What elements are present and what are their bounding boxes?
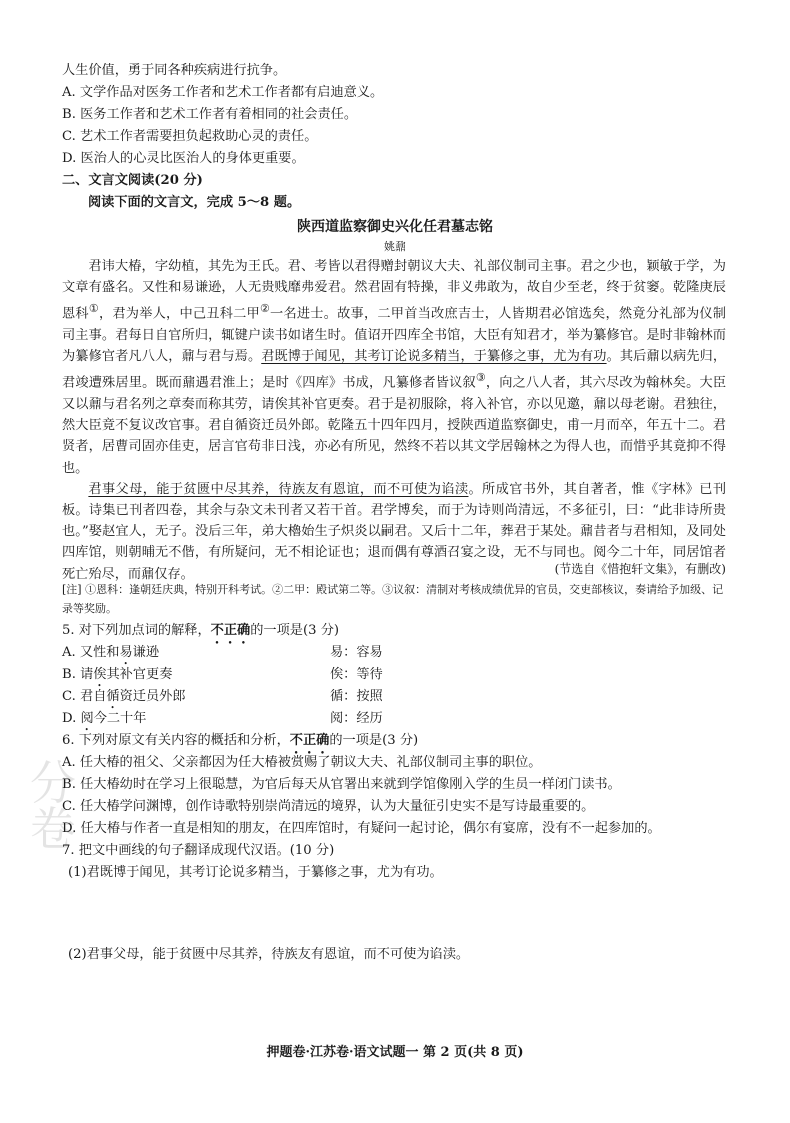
q4-option-a: A. 文学作品对医务工作者和艺术工作者都有启迪意义。 [62,85,384,100]
q6-option-c: C. 任大椿学问渊博，创作诗歌特别崇尚清远的境界，认为大量征引史实不是写诗最重要的。 [62,799,595,814]
passage-author: 姚鼐 [384,240,406,253]
q5-option-c: C. 君自循资迁员外郎 循：按照 [62,689,383,704]
q7-stem: 7. 把文中画线的句子翻译成现代汉语。(10 分) [62,843,335,858]
note-ref-3: ③ [475,371,486,385]
q4-option-b: B. 医务工作者和艺术工作者有着相同的社会责任。 [62,107,358,122]
watermark-stamp: 分 卷 [30,756,76,856]
section-instruction: 阅读下面的文言文，完成 5～8 题。 [88,195,301,210]
q6-option-b: B. 任大椿幼时在学习上很聪慧，为官后每天从官署出来就到学馆像刚入学的生员一样闭门读书。 [62,777,621,792]
passage-title: 陕西道监察御史兴化任君墓志铭 [297,219,493,235]
passage-paragraph-2: 君事父母，能于贫匮中尽其养，待族友有恩谊，而不可使为谄渎。所成官书外，其自著者，惟《字林》已刊板。诗集已刊者四卷，其余与杂文未刊者又若干首。君学博矣，而于为诗则尚清远，不多征引，曰：“此非诗所贵也。”娶赵宜人，无子。没后三年，弟大櫓始生子炽炎以嗣君。又后十二年，葬君于某处。鼐昔者与君相知，及同处四库馆，则朝晡无不偕，有所疑问，无不相论证也；退而偶有尊酒召宴之设，无不与同也。阅今二十年，同居馆者死亡殆尽，而鼐仅存。 [62,481,727,582]
passage-body [62,256,726,585]
note-ref-1: ① [88,302,99,316]
q7-sentence-2: (2)君事父母，能于贫匮中尽其养，待族友有恩谊，而不可使为谄渎。 [68,947,470,962]
section-heading: 二、文言文阅读(20 分) [62,173,203,188]
q5-option-b: B. 请俟其补官更奏 俟：等待 [62,667,383,682]
passage-paragraph-1: 君讳大椿，字幼植，其先为王氏。君、考皆以君得赠封朝议大夫、礼部仪制司主事。君之少也，颖敏于学，为文章有盛名。又性和易谦逊，人无贵贱靡弗爱君。然君固有特操，非义弗敢为，故自少至老，终于贫窭。乾隆庚辰恩科①，君为举人，中己丑科二甲②一名进士。故事，二甲首当改庶吉士，人皆期君必馆选矣，然竟分礼部为仪制司主事。君每日自官所归，辄键户读书如诸生时。值诏开四库全书馆，大臣有知君才，举为纂修官。是时非翰林而为纂修官者凡八人，鼐与君与焉。君既博于闻见，其考订论说多精当，于纂修之事，尤为有功。其后鼐以病先归，君竣遭殊居里。既而鼐遇君淮上；是时《四库》书成，凡纂修者皆议叙③，向之八人者，其六尽改为翰林矣。大臣又以鼐与君名列之章奏而称其劳，请俟其补官更奏。君于是初服除，将入补官，亦以见邀，鼐以母老谢。君独往，然大臣竟不复议改官事。君自循资迁员外郎。乾隆五十四年四月，授陕西道监察御史，甫一月而卒，年五十二。君贤者，居曹司固亦佳吏，居言官苟非日浅，亦必有所见，然终不若以其文学居翰林之为得人也，而惜乎其竟抑不得也。 [62,259,727,476]
underlined-sentence-1: 君既博于闻见，其考订论说多精当，于纂修之事，尤为有功 [261,349,607,365]
q5-option-d: D. 阅今二十年 阅：经历 [62,711,383,726]
q4-tail-line: 人生价值，勇于同各种疾病进行抗争。 [62,63,287,78]
page-footer: 押题卷·江苏卷·语文试题一 第 2 页(共 8 页) [266,1045,524,1060]
underlined-sentence-2: 君事父母，能于贫匮中尽其养，待族友有恩谊，而不可使为谄渎 [88,481,469,497]
q4-option-d: D. 医治人的心灵比医治人的身体更重要。 [62,151,305,166]
q6-stem: 6. 下列对原文有关内容的概括和分析，不正确的一项是(3 分) [62,733,419,748]
passage-source: (节选自《惜抱轩文集》，有删改) [554,562,726,576]
passage-notes: [注] ①恩科：逢朝廷庆典，特别开科考试。②二甲：殿试第二等。③议叙：清制对考核成绩优异的官员，交吏部核议，奏请给予加级、记录等奖励。 [62,583,724,615]
q6-option-d: D. 任大椿与作者一直是相知的朋友，在四库馆时，有疑问一起讨论，偶尔有宴席，没有不一起参加的。 [62,821,661,836]
q4-option-c: C. 艺术工作者需要担负起救助心灵的责任。 [62,129,318,144]
q5-option-a: A. 又性和易谦逊 易：容易 [62,645,383,660]
note-ref-2: ② [259,302,271,316]
q5-stem: 5. 对下列加点词的解释，不正确的一项是(3 分) [62,623,340,638]
q6-option-a: A. 任大椿的祖父、父亲都因为任大椿被赏赐了朝议大夫、礼部仪制司主事的职位。 [62,755,542,770]
q7-sentence-1: (1)君既博于闻见，其考订论说多精当，于纂修之事，尤为有功。 [68,865,443,880]
